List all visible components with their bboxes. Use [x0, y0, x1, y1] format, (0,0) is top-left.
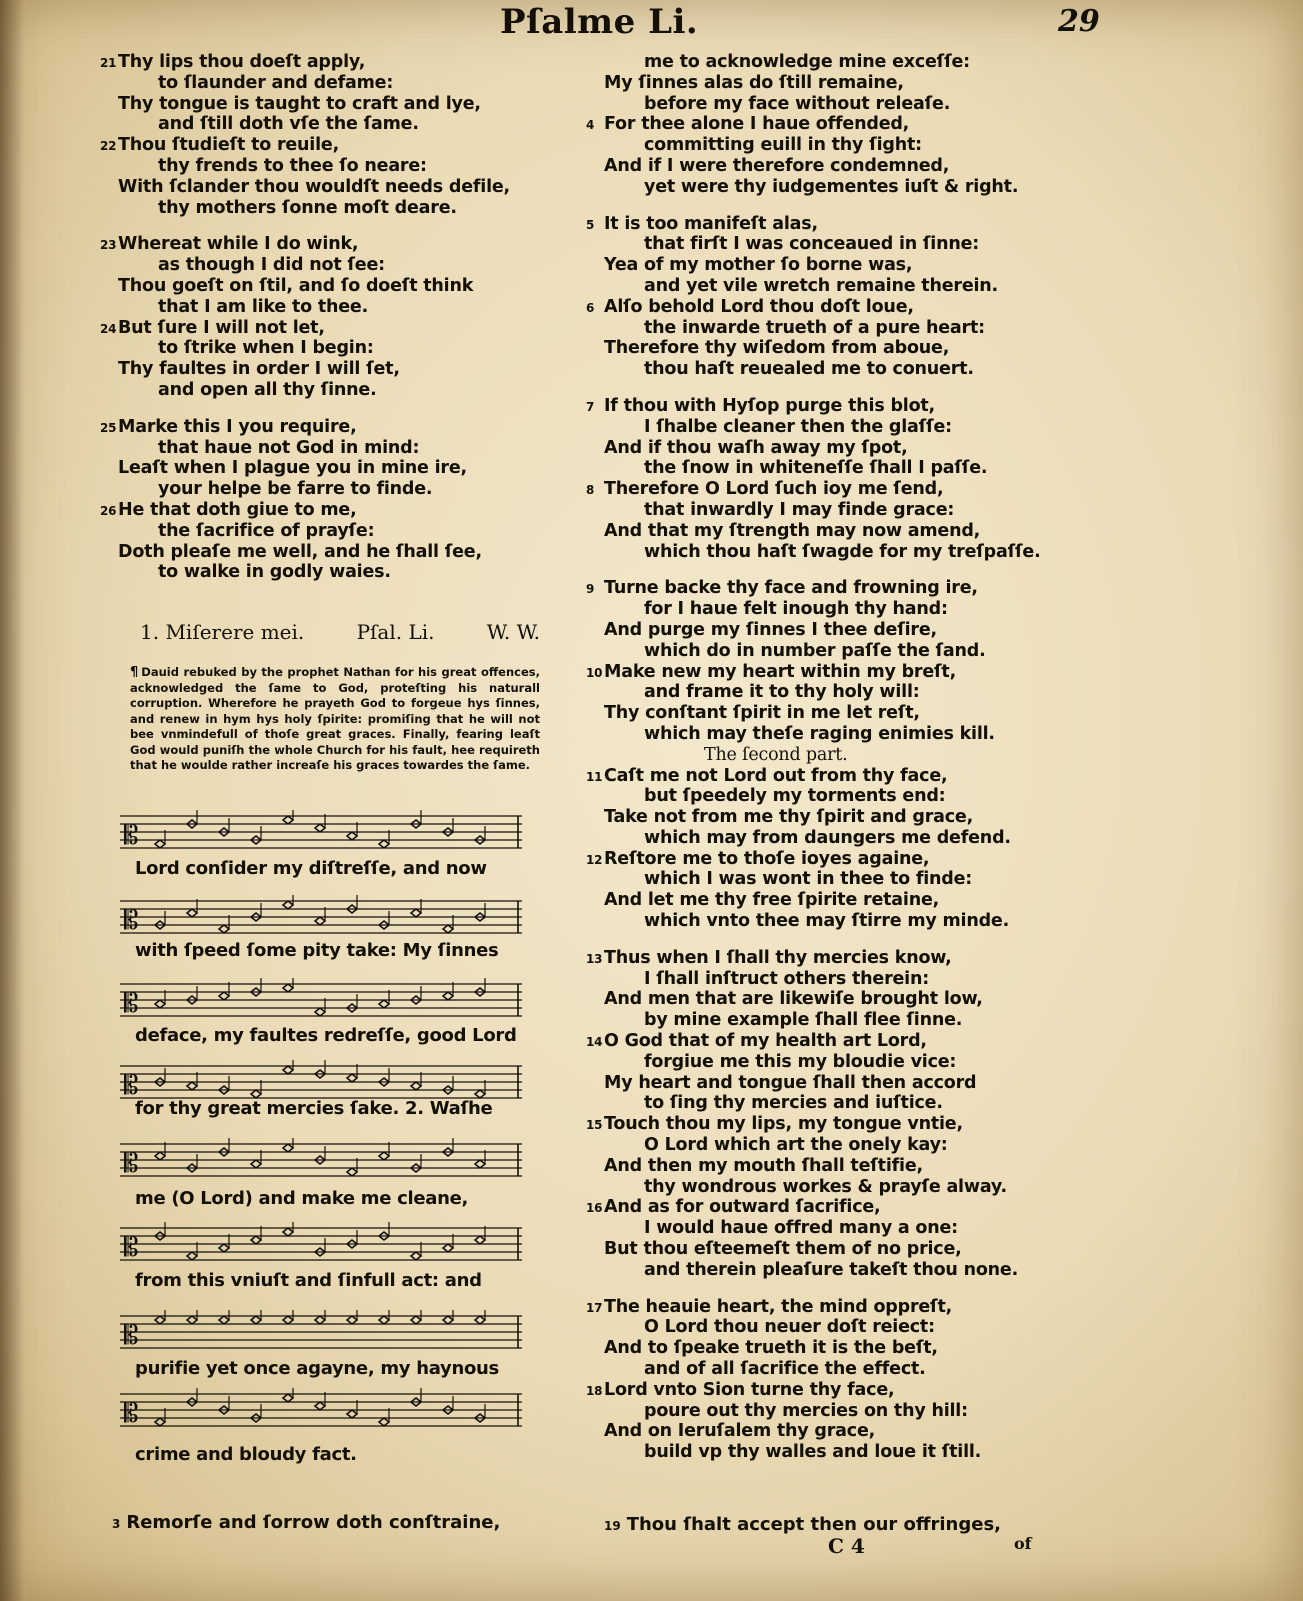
verse-line [604, 542, 1104, 563]
line-text: to ſlaunder and defame: [158, 72, 394, 93]
verse-number: 6 [586, 300, 595, 315]
music-lyric: Lord conſider my diſtreſſe, and now [135, 858, 487, 879]
line-text: And if thou waſh away my ſpot, [604, 437, 908, 458]
line-text: O Lord which art the onely kay: [644, 1135, 948, 1156]
verse-line [604, 599, 1104, 620]
line-text: poure out thy mercies on thy hill: [644, 1400, 968, 1421]
line-text: He that doth giue to me, [118, 499, 357, 520]
verse-number: 7 [586, 399, 595, 414]
verse-line [586, 213, 1104, 235]
verse-line [586, 947, 1104, 969]
line-text: but ſpeedely my torments end: [644, 786, 946, 807]
verse-line [100, 234, 538, 255]
line-text: yet were thy iudgementes iuſt & right. [644, 176, 1019, 197]
verse-line [604, 1359, 1104, 1380]
line-text: that I am like to thee. [158, 296, 369, 317]
verse-line [604, 458, 1104, 479]
verse-line [604, 234, 1104, 255]
verse-line [604, 786, 1104, 807]
verse-number: 11 [586, 769, 603, 784]
line-text: O Lord thou neuer doſt reiect: [644, 1317, 935, 1338]
verse-line [586, 114, 1104, 135]
line-text: which I was wont in thee to finde: [644, 869, 973, 890]
verse-line [118, 359, 538, 380]
line-text: The heauie heart, the mind oppreſt, [604, 1296, 953, 1317]
line-text: and therein pleaſure takeſt thou none. [644, 1259, 1019, 1280]
verse-line [118, 156, 538, 177]
verse-line [604, 255, 1104, 276]
verse-line [604, 417, 1104, 438]
verse-line [604, 1177, 1104, 1198]
verse-line [604, 1010, 1104, 1031]
line-text: Thy faultes in order I will ſet, [118, 359, 400, 380]
verse-line [604, 1135, 1104, 1156]
line-text: Thou goeſt on ſtil, and ſo doeſt think [118, 275, 474, 296]
line-text: With ſclander thou wouldſt needs defile, [118, 176, 510, 197]
line-text: Therefore thy wiſedom from aboue, [604, 338, 950, 359]
line-text: For thee alone I haue offended, [604, 114, 910, 135]
verse-line [118, 73, 538, 94]
verse-line [118, 562, 538, 583]
line-text: And to ſpeake trueth it is the beſt, [604, 1338, 938, 1359]
line-text: which do in number paſſe the ſand. [644, 640, 986, 661]
svg-text:𝄡: 𝄡 [124, 1321, 139, 1351]
stanza [586, 1296, 1104, 1463]
line-text: And purge my ſinnes I thee deſire, [604, 619, 937, 640]
verse-line [604, 989, 1104, 1010]
line-text: and ſtill doth vſe the ſame. [158, 114, 419, 135]
line-text: Alſo behold Lord thou doſt loue, [604, 296, 914, 317]
verse-line [604, 156, 1104, 177]
verse-line [604, 438, 1104, 459]
line-text: that haue not God in mind: [158, 437, 420, 458]
music-staff [120, 1388, 522, 1432]
verse-line [604, 620, 1104, 641]
verse-line [604, 1093, 1104, 1114]
psalm-tune-number: 1. Miſerere mei. [140, 620, 305, 644]
psalm-heading [140, 620, 540, 644]
line-text: Make new my heart within my breſt, [604, 661, 957, 682]
verse-line [604, 828, 1104, 849]
svg-text:𝄡: 𝄡 [124, 906, 139, 936]
line-text: Thy conſtant ſpirit in me let reſt, [604, 703, 920, 724]
verse-line [604, 1239, 1104, 1260]
verse-line [118, 114, 538, 135]
verse-line [100, 317, 538, 339]
line-text: by mine example ſhall flee ſinne. [644, 1010, 963, 1031]
line-text: O God that of my health art Lord, [604, 1031, 927, 1052]
page-title: Pſalme Li. [500, 2, 699, 42]
verse-line [604, 911, 1104, 932]
verse-line [100, 135, 538, 156]
music-lyric: purifie yet once agayne, my haynous [135, 1358, 499, 1379]
line-text: as though I did not ſee: [158, 255, 385, 276]
verse-line [586, 765, 1104, 787]
music-staff [120, 895, 522, 939]
verse-number: 15 [586, 1118, 603, 1133]
verse-line [604, 338, 1104, 359]
verse-line [118, 94, 538, 115]
verse-line [118, 521, 538, 542]
line-text: your helpe be farre to finde. [158, 479, 433, 500]
line-text: The ſecond part. [704, 744, 848, 765]
verse-line [586, 848, 1104, 870]
verse-line [586, 578, 1104, 599]
verse-line [604, 135, 1104, 156]
verse-number: 14 [586, 1035, 603, 1050]
stanza [100, 234, 538, 400]
verse-number: 12 [586, 852, 603, 867]
verse-line [586, 296, 1104, 318]
svg-text:𝄡: 𝄡 [124, 989, 139, 1019]
verse-number: 3 [112, 1517, 121, 1531]
verse-line [604, 641, 1104, 662]
stanza [100, 52, 538, 218]
line-text: I ſhall inſtruct others therein: [644, 968, 930, 989]
line-text: the ſacrifice of prayſe: [158, 520, 375, 541]
music-staff [120, 810, 522, 854]
verse-line [118, 276, 538, 297]
line-text: Thy lips thou doeſt apply, [118, 52, 366, 72]
verse-line [604, 73, 1104, 94]
svg-text:𝄡: 𝄡 [124, 1399, 139, 1429]
line-text: the ſnow in whiteneſſe ſhall I paſſe. [644, 458, 988, 479]
verse-number: 13 [586, 951, 603, 966]
line-text: to ſing thy mercies and iuſtice. [644, 1093, 943, 1114]
verse-line [604, 1218, 1104, 1239]
verse-line [586, 1197, 1104, 1218]
verse-number: 25 [100, 420, 117, 435]
line-text: And as for outward ſacrifice, [604, 1197, 881, 1218]
pilcrow-icon: ¶ [130, 665, 139, 680]
line-text: Caſt me not Lord out from thy face, [604, 765, 948, 786]
line-text: to walke in godly waies. [158, 562, 391, 583]
line-text: And let me thy free ſpirite retaine, [604, 890, 940, 911]
verse-line [604, 1401, 1104, 1422]
music-lyric: with ſpeed ſome pity take: My ſinnes [135, 940, 499, 961]
stanza [586, 213, 1104, 380]
verse-line [586, 661, 1104, 683]
line-text: me to acknowledge mine exceſſe: [644, 52, 970, 72]
signature-mark: C 4 [828, 1534, 865, 1558]
verse-number: 19 [604, 1519, 621, 1533]
verse-line [604, 1421, 1104, 1442]
line-text: Thy tongue is taught to craft and lye, [118, 93, 481, 114]
verse-line [604, 500, 1104, 521]
line-text: committing euill in thy ſight: [644, 135, 922, 156]
music-staff [120, 1222, 522, 1266]
psalm-author: W. W. [486, 620, 540, 644]
catchword: of [1014, 1534, 1032, 1553]
line-text: Turne backe thy face and frowning ire, [604, 578, 978, 599]
line-text: My heart and tongue ſhall then accord [604, 1072, 977, 1093]
stanza [586, 947, 1104, 1281]
verse-number: 24 [100, 321, 117, 336]
verse-line [118, 479, 538, 500]
verse-line [118, 297, 538, 318]
line-text: Touch thou my lips, my tongue vntie, [604, 1114, 963, 1135]
verse-number: 9 [586, 582, 595, 597]
line-text: before my face without releaſe. [644, 93, 951, 114]
psalm-number: Pſal. Li. [356, 620, 435, 644]
verse-line [100, 52, 538, 73]
line-text: thy wondrous workes & prayſe alway. [644, 1176, 1007, 1197]
music-lyric: crime and bloudy fact. [135, 1444, 357, 1465]
catchline-text: Thou ſhalt accept then our offringes, [626, 1514, 1002, 1535]
line-text: I would haue offred many a one: [644, 1218, 958, 1239]
right-catchline [604, 1514, 1001, 1535]
line-text: I ſhalbe cleaner then the glaſſe: [644, 416, 952, 437]
line-text: My ſinnes alas do ſtill remaine, [604, 72, 904, 93]
line-text: If thou with Hyſop purge this blot, [604, 395, 936, 416]
stanza [586, 52, 1104, 198]
right-column [586, 52, 1104, 1479]
catchline-text: Remorſe and ſorrow doth conſtraine, [126, 1512, 501, 1533]
line-text: But thou eſteemeſt them of no price, [604, 1239, 962, 1260]
verse-line [118, 438, 538, 459]
line-text: And on Ieruſalem thy grace, [604, 1421, 876, 1442]
music-staff [120, 1138, 522, 1182]
verse-line [586, 1114, 1104, 1135]
verse-line [118, 177, 538, 198]
verse-line [118, 542, 538, 563]
verse-line [586, 1379, 1104, 1401]
verse-line [604, 969, 1104, 990]
music-staff [120, 978, 522, 1022]
line-text: Whereat while I do wink, [118, 234, 359, 255]
line-text: Lord vnto Sion turne thy face, [604, 1379, 895, 1400]
svg-text:𝄡: 𝄡 [124, 1071, 139, 1101]
line-text: and of all ſacrifice the effect. [644, 1359, 926, 1380]
part-heading [604, 745, 1104, 766]
verse-line [604, 1442, 1104, 1463]
verse-number: 5 [586, 217, 595, 232]
line-text: And then my mouth ſhall teſtifie, [604, 1155, 923, 1176]
line-text: which thou haſt ſwagde for my treſpaſſe. [644, 541, 1041, 562]
line-text: and yet vile wretch remaine therein. [644, 275, 999, 296]
left-catchline [112, 1512, 500, 1533]
line-text: Thus when I ſhall thy mercies know, [604, 947, 952, 968]
line-text: to ſtrike when I begin: [158, 338, 374, 359]
verse-line [118, 380, 538, 401]
verse-line [586, 1296, 1104, 1318]
line-text: Reſtore me to thoſe ioyes againe, [604, 848, 930, 869]
line-text: Doth pleaſe me well, and he ſhall ſee, [118, 541, 482, 562]
line-text: for I haue felt inough thy hand: [644, 599, 948, 620]
verse-line [604, 276, 1104, 297]
line-text: And if I were therefore condemned, [604, 155, 950, 176]
verse-line [118, 255, 538, 276]
verse-line [586, 479, 1104, 500]
verse-number: 17 [586, 1300, 603, 1315]
line-text: Yea of my mother ſo borne was, [604, 255, 913, 276]
line-text: the inwarde trueth of a pure heart: [644, 317, 985, 338]
verse-number: 21 [100, 56, 117, 70]
music-lyric: from this vniuſt and ſinfull act: and [135, 1270, 482, 1291]
line-text: Thou ſtudieſt to reuile, [118, 135, 340, 156]
verse-line [604, 703, 1104, 724]
verse-line [604, 890, 1104, 911]
verse-line [604, 1156, 1104, 1177]
psalm-argument [130, 665, 540, 774]
verse-line [604, 724, 1104, 745]
verse-line [604, 521, 1104, 542]
verse-line [604, 869, 1104, 890]
verse-number: 4 [586, 118, 595, 133]
line-text: which may from daungers me defend. [644, 827, 1011, 848]
line-text: Leaſt when I plague you in mine ire, [118, 458, 467, 479]
svg-text:𝄡: 𝄡 [124, 821, 139, 851]
line-text: But ſure I will not let, [118, 317, 325, 338]
line-text: It is too manifeſt alas, [604, 213, 818, 234]
stanza [586, 578, 1104, 932]
verse-number: 18 [586, 1383, 603, 1398]
verse-line [586, 395, 1104, 417]
line-text: Take not from me thy ſpirit and grace, [604, 807, 974, 828]
svg-text:𝄡: 𝄡 [124, 1233, 139, 1263]
verse-line [604, 1338, 1104, 1359]
verse-line [604, 682, 1104, 703]
verse-line [604, 359, 1104, 380]
verse-number: 26 [100, 503, 117, 518]
line-text: And men that are likewiſe brought low, [604, 989, 983, 1010]
verse-line [604, 318, 1104, 339]
line-text: forgiue me this my bloudie vice: [644, 1051, 957, 1072]
verse-line [604, 94, 1104, 115]
verse-number: 23 [100, 238, 117, 253]
line-text: that inwardly I may finde grace: [644, 499, 955, 520]
verse-line [604, 52, 1104, 73]
verse-line [118, 458, 538, 479]
verse-line [118, 338, 538, 359]
verse-line [100, 416, 538, 438]
line-text: and frame it to thy holy will: [644, 682, 920, 703]
argument-text: Dauid rebuked by the prophet Nathan for his great offences, acknowledged the ſame to God, proteſting his naturall corruption. Wherefore he prayeth God to forgeue hys ſinnes, and renew in hym hys holy ſpirite: promiſing that he will not bee vnmindefull of thoſe great graces. Finally, fearing leaſt God would puniſh the whole Church for his fault, hee requireth that he woulde rather increaſe his graces towardes the ſame. [130, 665, 540, 772]
line-text: Therefore O Lord ſuch ioy me ſend, [604, 479, 944, 500]
verse-line [604, 1073, 1104, 1094]
verse-number: 16 [586, 1201, 603, 1216]
verse-number: 22 [100, 139, 117, 154]
verse-line [586, 1031, 1104, 1052]
verse-number: 10 [586, 665, 603, 680]
line-text: build vp thy walles and loue it ſtill. [644, 1442, 982, 1463]
music-staff [120, 1310, 522, 1354]
music-lyric: deface, my faultes redreſſe, good Lord [135, 1025, 517, 1046]
line-text: which vnto thee may ſtirre my minde. [644, 911, 1010, 932]
verse-line [604, 807, 1104, 828]
verse-line [604, 177, 1104, 198]
music-lyric: me (O Lord) and make me cleane, [135, 1188, 469, 1209]
verse-line [604, 1317, 1104, 1338]
verse-line [100, 499, 538, 521]
line-text: thy frends to thee ſo neare: [158, 155, 427, 176]
left-column [100, 52, 538, 599]
folio-number: 29 [1058, 4, 1100, 39]
line-text: thy mothers ſonne moſt deare. [158, 197, 457, 218]
verse-line [604, 1052, 1104, 1073]
line-text: thou haſt reuealed me to conuert. [644, 359, 974, 380]
music-lyric: for thy great mercies ſake. 2. Waſhe [135, 1098, 493, 1119]
line-text: which may theſe raging enimies kill. [644, 723, 995, 744]
line-text: And that my ſtrength may now amend, [604, 520, 981, 541]
stanza [586, 395, 1104, 562]
verse-line [118, 198, 538, 219]
verse-line [604, 1260, 1104, 1281]
line-text: that firſt I was conceaued in ſinne: [644, 234, 980, 255]
stanza [100, 416, 538, 583]
verse-number: 8 [586, 483, 595, 498]
line-text: and open all thy ſinne. [158, 379, 377, 400]
line-text: Marke this I you require, [118, 416, 357, 437]
svg-text:𝄡: 𝄡 [124, 1149, 139, 1179]
